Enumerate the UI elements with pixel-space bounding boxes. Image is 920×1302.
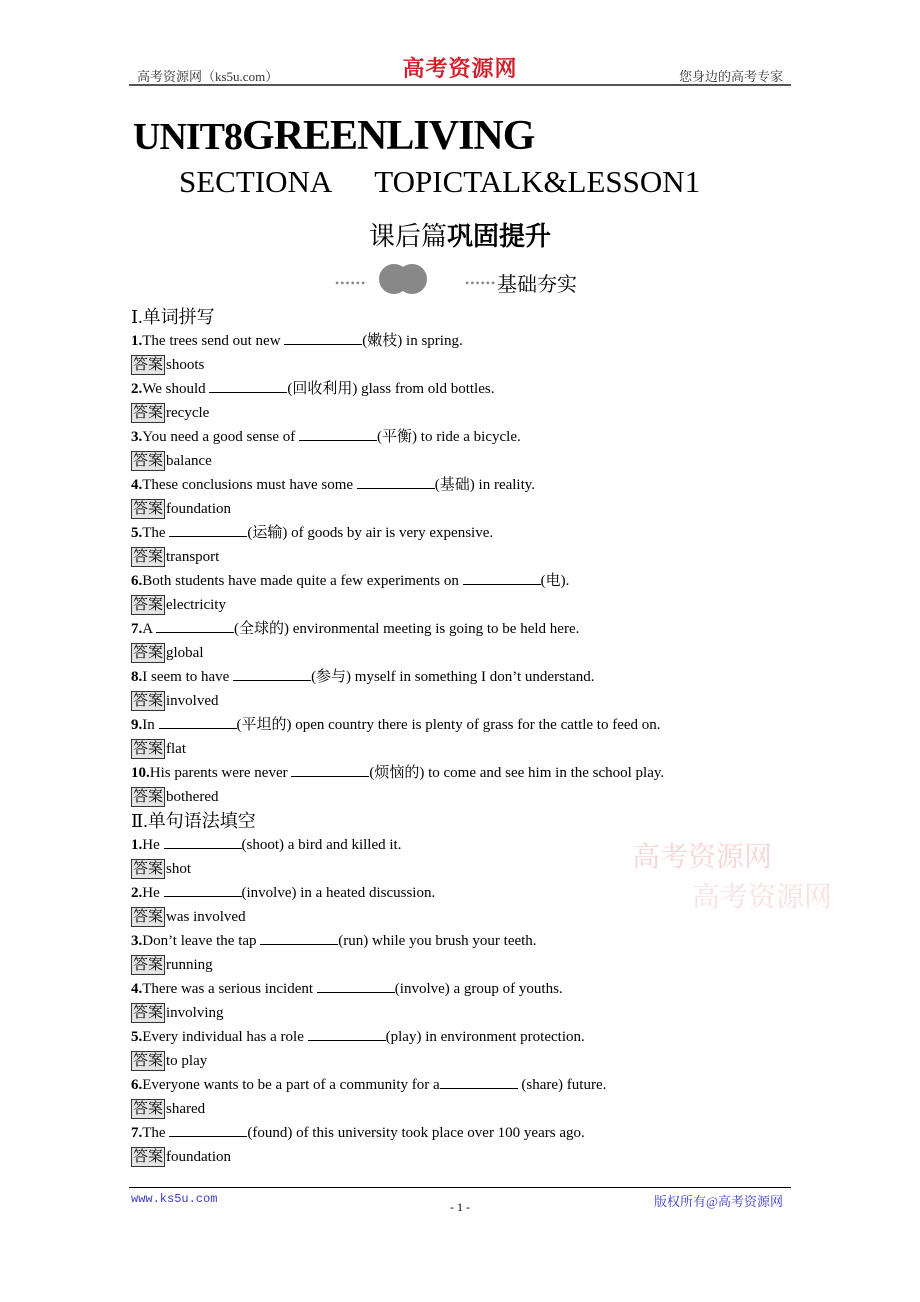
- basic-label: 基础夯实: [497, 274, 577, 296]
- answer-line: [131, 353, 811, 377]
- header-divider: [129, 84, 791, 86]
- dots-decoration: ••••••: [335, 276, 367, 290]
- question-number: 5.: [131, 525, 143, 541]
- answer-blank: [317, 978, 395, 993]
- answer-blank: [357, 474, 435, 489]
- watermark-line: 高考资源网: [692, 882, 833, 913]
- question-text-before: He: [142, 885, 164, 901]
- answer-badge: 答案: [133, 501, 164, 517]
- question-line: [131, 617, 811, 641]
- question-number: 5.: [131, 1029, 143, 1045]
- question-text-after: (shoot) a bird and killed it.: [241, 837, 402, 853]
- question-text-after: (involve) in a heated discussion.: [241, 885, 436, 901]
- answer-line: [131, 1145, 811, 1169]
- section-heading: Ⅱ.单句语法填空: [131, 811, 256, 831]
- question-text-before: His parents were never: [149, 765, 292, 781]
- answer-line: [131, 737, 811, 761]
- question-number: 8.: [131, 669, 143, 685]
- answer-blank: [284, 330, 362, 345]
- question-text-before: You need a good sense of: [142, 429, 300, 445]
- answer-blank: [308, 1026, 386, 1041]
- question-line: [131, 425, 811, 449]
- answer-blank: [299, 426, 377, 441]
- question-number: 10.: [131, 765, 150, 781]
- circle-icon: [397, 264, 427, 294]
- answer-line: [131, 1049, 811, 1073]
- header-logo: 高考资源网: [402, 56, 518, 81]
- answer-badge: 答案: [133, 789, 164, 805]
- answer-text: global: [166, 645, 204, 661]
- answer-line: [131, 401, 811, 425]
- answer-text: involving: [166, 1005, 224, 1021]
- answer-badge: 答案: [133, 909, 164, 925]
- question-text-before: Don’t leave the tap: [142, 933, 261, 949]
- question-text-before: In: [142, 717, 159, 733]
- question-number: 2.: [131, 381, 143, 397]
- watermark-line: 高考资源网: [632, 842, 773, 873]
- question-text-before: The: [142, 525, 170, 541]
- answer-line: [131, 953, 811, 977]
- question-text-before: The: [142, 1125, 170, 1141]
- question-line: [131, 473, 811, 497]
- question-line: [131, 569, 811, 593]
- question-text-before: The trees send out new: [142, 333, 285, 349]
- answer-text: transport: [166, 549, 220, 565]
- question-text-after: (share) future.: [517, 1077, 607, 1093]
- question-number: 2.: [131, 885, 143, 901]
- question-line: [131, 329, 811, 353]
- answer-line: [131, 449, 811, 473]
- answer-text: shoots: [166, 357, 205, 373]
- answer-text: shared: [166, 1101, 206, 1117]
- question-line: [131, 1073, 811, 1097]
- question-number: 6.: [131, 1077, 143, 1093]
- question-number: 4.: [131, 477, 143, 493]
- footer-link[interactable]: www.ks5u.com: [131, 1192, 218, 1206]
- answer-blank: [260, 930, 338, 945]
- footer-copyright: 版权所有@高考资源网: [654, 1194, 783, 1209]
- answer-blank: [169, 522, 247, 537]
- answer-text: foundation: [166, 501, 232, 517]
- answer-badge: 答案: [133, 405, 164, 421]
- answer-text: involved: [166, 693, 219, 709]
- answer-badge: 答案: [133, 453, 164, 469]
- answer-blank: [209, 378, 287, 393]
- answer-text: flat: [166, 741, 187, 757]
- question-text-before: A: [142, 621, 157, 637]
- question-text-after: (参与) myself in something I don’t understand.: [311, 669, 595, 685]
- section-title: [179, 164, 700, 200]
- answer-line: [131, 689, 811, 713]
- answer-line: [131, 1001, 811, 1025]
- header-slogan: 您身边的高考专家: [678, 69, 783, 84]
- answer-badge: 答案: [133, 693, 164, 709]
- answer-badge: 答案: [133, 597, 164, 613]
- answer-blank: [159, 714, 237, 729]
- answer-badge: 答案: [133, 1053, 164, 1069]
- answer-text: shot: [166, 861, 192, 877]
- footer-divider: [129, 1187, 791, 1188]
- answer-badge: 答案: [133, 645, 164, 661]
- question-line: [131, 929, 811, 953]
- question-text-before: He: [142, 837, 164, 853]
- header-site-name: 高考资源网（ks5u.com）: [137, 69, 279, 84]
- question-number: 3.: [131, 933, 143, 949]
- lesson-label: TOPICTALK&LESSON1: [374, 164, 701, 199]
- question-text-before: There was a serious incident: [142, 981, 317, 997]
- question-text-after: (电).: [540, 573, 570, 589]
- answer-text: was involved: [166, 909, 246, 925]
- answer-blank: [291, 762, 369, 777]
- answer-badge: 答案: [133, 549, 164, 565]
- unit-number: UNIT8: [133, 116, 243, 158]
- section-label: SECTIONA: [179, 164, 333, 199]
- question-line: [131, 1121, 811, 1145]
- question-line: [131, 761, 811, 785]
- question-number: 1.: [131, 837, 143, 853]
- question-text-after: (嫩枝) in spring.: [362, 333, 463, 349]
- answer-badge: 答案: [133, 1101, 164, 1117]
- question-line: [131, 665, 811, 689]
- question-text-after: (运输) of goods by air is very expensive.: [247, 525, 494, 541]
- answer-badge: 答案: [133, 741, 164, 757]
- question-line: [131, 713, 811, 737]
- question-text-before: These conclusions must have some: [142, 477, 357, 493]
- section-heading: Ⅰ.单词拼写: [131, 307, 215, 327]
- question-text-before: We should: [142, 381, 210, 397]
- dots-decoration: ••••••: [465, 276, 497, 290]
- watermark: [632, 838, 832, 918]
- answer-text: to play: [166, 1053, 208, 1069]
- answer-blank: [233, 666, 311, 681]
- practice-title-bold: 巩固提升: [447, 222, 552, 252]
- question-text-before: Both students have made quite a few experiments on: [142, 573, 463, 589]
- question-text-after: (平衡) to ride a bicycle.: [377, 429, 521, 445]
- question-text-after: (基础) in reality.: [434, 477, 536, 493]
- answer-badge: 答案: [133, 957, 164, 973]
- question-text-after: (run) while you brush your teeth.: [338, 933, 537, 949]
- answer-badge: 答案: [133, 1149, 164, 1165]
- question-text-after: (回收利用) glass from old bottles.: [287, 381, 495, 397]
- answer-line: [131, 497, 811, 521]
- answer-text: electricity: [166, 597, 226, 613]
- answer-badge: 答案: [133, 1005, 164, 1021]
- answer-blank: [156, 618, 234, 633]
- question-text-after: (平坦的) open country there is plenty of grass for the cattle to feed on.: [236, 717, 661, 733]
- basic-banner: [335, 262, 595, 296]
- question-text-before: Everyone wants to be a part of a community for a: [142, 1077, 440, 1093]
- answer-text: foundation: [166, 1149, 232, 1165]
- question-line: [131, 1025, 811, 1049]
- answer-line: [131, 593, 811, 617]
- question-number: 9.: [131, 717, 143, 733]
- answer-line: [131, 641, 811, 665]
- answer-text: recycle: [166, 405, 210, 421]
- page-number: - 1 -: [450, 1200, 470, 1214]
- answer-line: [131, 545, 811, 569]
- exercise-content: [131, 305, 811, 1169]
- question-number: 1.: [131, 333, 143, 349]
- question-number: 6.: [131, 573, 143, 589]
- practice-title-plain: 课后篇: [368, 222, 447, 251]
- question-text-after: (play) in environment protection.: [385, 1029, 585, 1045]
- question-number: 7.: [131, 1125, 143, 1141]
- answer-blank: [440, 1074, 518, 1089]
- practice-title: [0, 216, 920, 253]
- question-text-after: (全球的) environmental meeting is going to be held here.: [234, 621, 580, 637]
- question-text-after: (found) of this university took place over 100 years ago.: [247, 1125, 585, 1141]
- answer-badge: 答案: [133, 357, 164, 373]
- unit-name: GREENLIVING: [242, 113, 535, 159]
- question-text-after: (烦恼的) to come and see him in the school play.: [369, 765, 665, 781]
- answer-line: [131, 785, 811, 809]
- answer-blank: [164, 882, 242, 897]
- question-text-before: Every individual has a role: [142, 1029, 308, 1045]
- question-number: 7.: [131, 621, 143, 637]
- answer-blank: [164, 834, 242, 849]
- answer-badge: 答案: [133, 861, 164, 877]
- question-line: [131, 977, 811, 1001]
- question-number: 3.: [131, 429, 143, 445]
- unit-title: [133, 112, 534, 160]
- question-line: [131, 521, 811, 545]
- answer-blank: [463, 570, 541, 585]
- answer-line: [131, 1097, 811, 1121]
- question-number: 4.: [131, 981, 143, 997]
- answer-text: balance: [166, 453, 212, 469]
- question-text-before: I seem to have: [142, 669, 234, 685]
- answer-text: running: [166, 957, 213, 973]
- answer-blank: [169, 1122, 247, 1137]
- question-line: [131, 377, 811, 401]
- question-text-after: (involve) a group of youths.: [394, 981, 563, 997]
- answer-text: bothered: [166, 789, 219, 805]
